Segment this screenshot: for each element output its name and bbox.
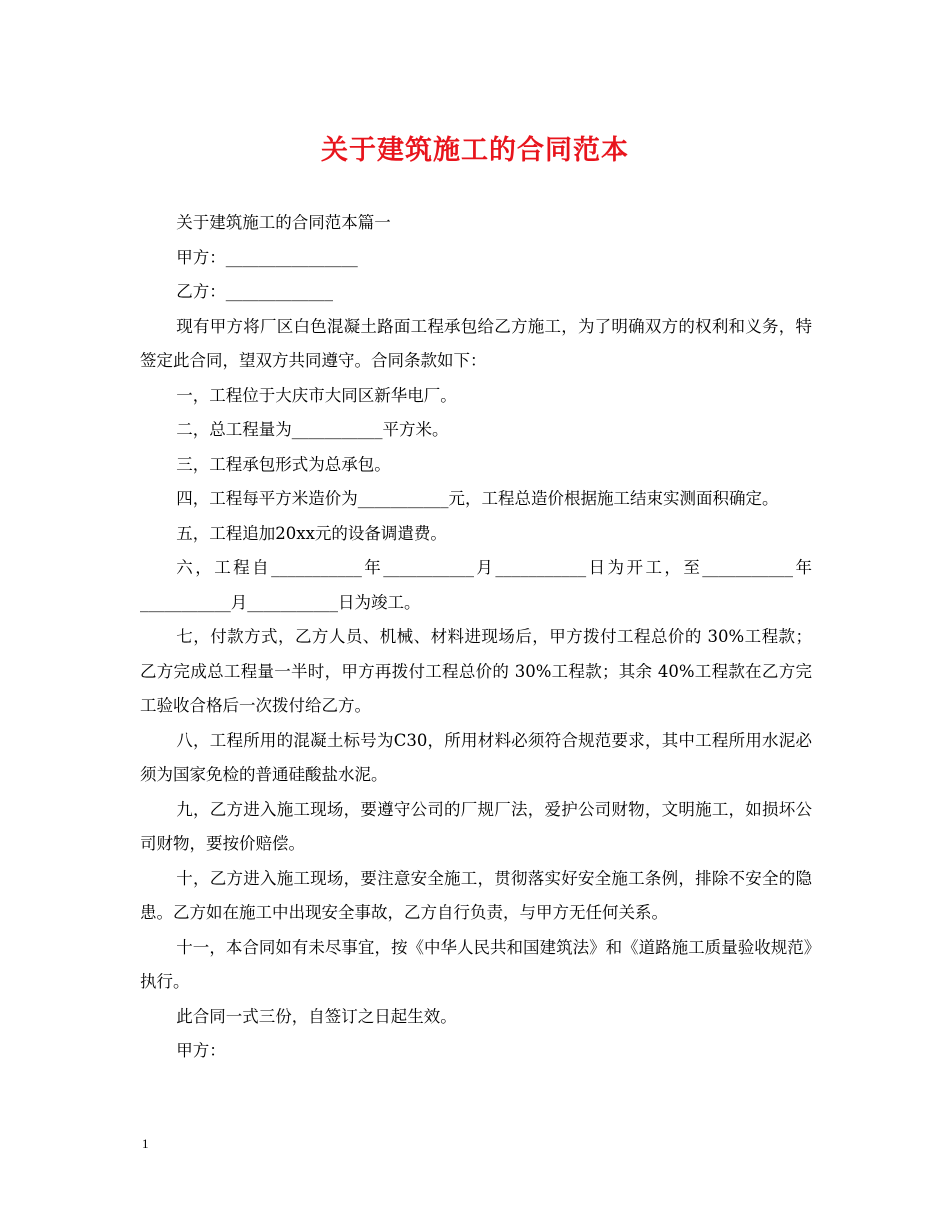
party-b-line: 乙方：_____________ <box>176 282 334 301</box>
document-body <box>140 206 812 1069</box>
clause-5: 五，工程追加20xx元的设备调遣费。 <box>176 523 447 543</box>
party-a-line: 甲方：________________ <box>176 247 358 267</box>
effective-statement: 此合同一式三份，自签订之日起生效。 <box>176 1006 457 1026</box>
clause-3: 三，工程承包形式为总承包。 <box>176 454 391 474</box>
clause-2: 二，总工程量为___________平方米。 <box>176 420 449 439</box>
clause-6: 六，工程自___________年___________月___________日为开工，至___________年___________月___________日为竣工。 <box>140 558 812 612</box>
party-a-signature-line: 甲方： <box>176 1041 226 1060</box>
clause-10: 十，乙方进入施工现场，要注意安全施工，贯彻落实好安全施工条例，排除不安全的隐患。乙方如在施工中出现安全事故，乙方自行负责，与甲方无任何关系。 <box>140 868 812 922</box>
clause-9: 九，乙方进入施工现场，要遵守公司的厂规厂法，爱护公司财物，文明施工，如损坏公司财物，要按价赔偿。 <box>140 799 812 853</box>
clause-11: 十一，本合同如有未尽事宜，按《中华人民共和国建筑法》和《道路施工质量验收规范》执行。 <box>140 937 812 991</box>
section-heading: 关于建筑施工的合同范本篇一 <box>176 213 391 232</box>
document-title: 关于建筑施工的合同范本 <box>321 135 629 166</box>
preamble-paragraph: 现有甲方将厂区白色混凝土路面工程承包给乙方施工，为了明确双方的权利和义务，特签定此合同，望双方共同遵守。合同条款如下： <box>140 316 812 370</box>
clause-1: 一，工程位于大庆市大同区新华电厂。 <box>176 385 457 405</box>
page-number: 1 <box>142 1136 149 1151</box>
clause-4: 四，工程每平方米造价为___________元，工程总造价根据施工结束实测面积确定。 <box>176 489 779 508</box>
clause-7: 七，付款方式，乙方人员、机械、材料进现场后，甲方拨付工程总价的 30%工程款；乙方完成总工程量一半时，甲方再拨付工程总价的 30%工程款；其余 40%工程款在乙方完工验收合格后一次拨付给乙方。 <box>140 627 812 715</box>
clause-8: 八，工程所用的混凝土标号为C30，所用材料必须符合规范要求，其中工程所用水泥必须为国家免检的普通硅酸盐水泥。 <box>140 730 812 784</box>
